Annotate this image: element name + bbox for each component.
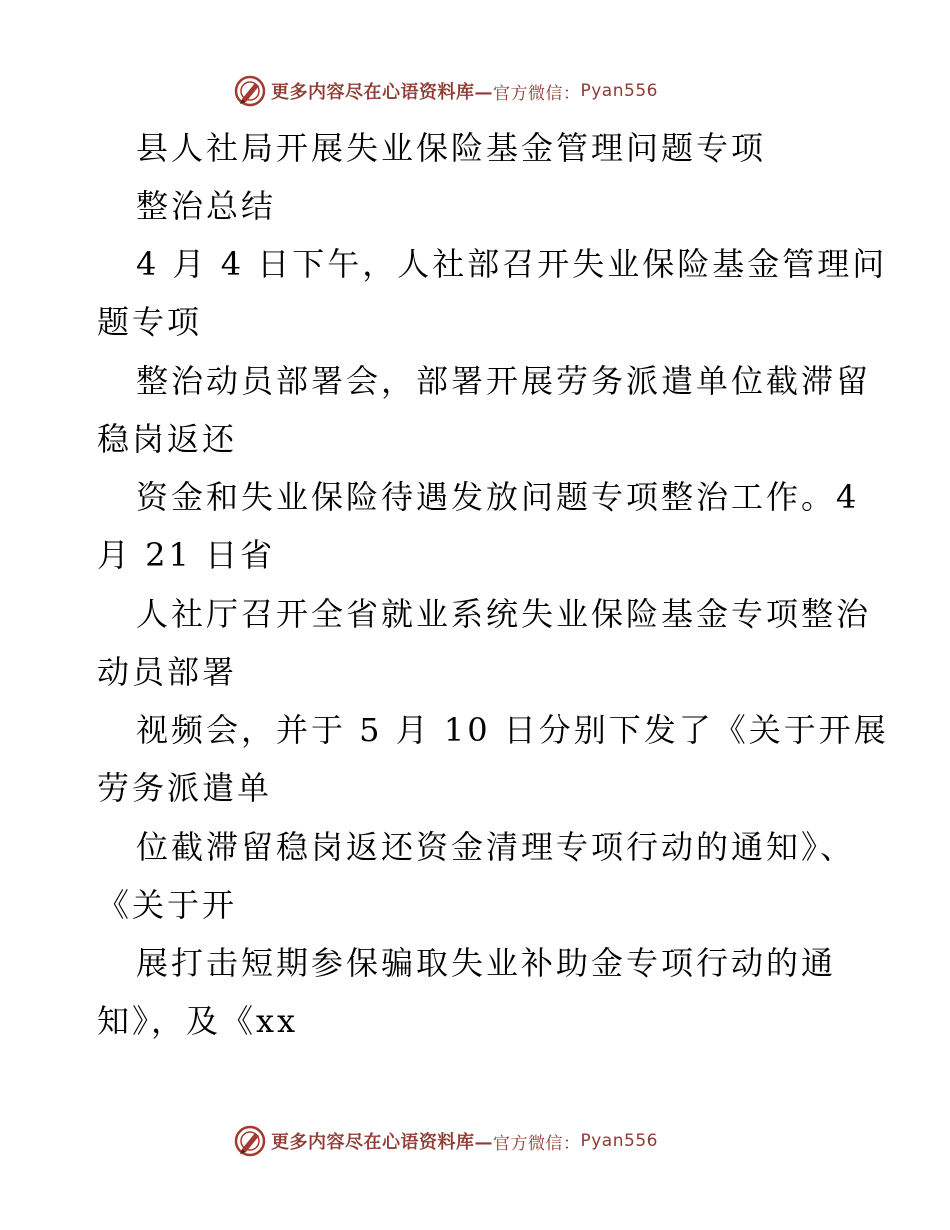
text-line: 位截滞留稳岗返还资金清理专项行动的通知》、 (136, 828, 856, 866)
banner-text: 更多内容尽在心语资料库— (271, 1132, 493, 1153)
pen-logo-icon (233, 74, 267, 108)
banner-wechat-label: 官方微信： (493, 1133, 581, 1154)
text-line: 4 月 4 日下午，人社部召开失业保险基金管理问 (136, 245, 888, 283)
banner-wechat-id: Pyan556 (580, 1131, 658, 1151)
text-line: 知》，及《xx (97, 1002, 299, 1040)
text-line: 稳岗返还 (97, 420, 238, 458)
banner-text: 更多内容尽在心语资料库— (271, 82, 493, 103)
text-line: 展打击短期参保骗取失业补助金专项行动的通 (136, 944, 837, 982)
text-line: 月 21 日省 (97, 536, 276, 574)
text-line: 资金和失业保险待遇发放问题专项整治工作。4 (136, 478, 860, 516)
banner-wechat-label: 官方微信： (493, 83, 581, 104)
banner-wechat-id: Pyan556 (580, 81, 658, 101)
text-line: 人社厅召开全省就业系统失业保险基金专项整治 (136, 595, 872, 633)
pen-logo-icon (233, 1124, 267, 1158)
text-line: 《关于开 (97, 886, 238, 924)
text-line: 劳务派遣单 (97, 769, 273, 807)
title-line-1: 县人社局开展失业保险基金管理问题专项 (136, 129, 767, 167)
text-line: 整治动员部署会，部署开展劳务派遣单位截滞留 (136, 362, 872, 400)
footer-banner (233, 1124, 713, 1158)
text-line: 动员部署 (97, 653, 238, 691)
header-banner (233, 74, 713, 108)
text-line: 题专项 (97, 303, 203, 341)
title-line-2: 整治总结 (136, 187, 277, 225)
text-line: 视频会，并于 5 月 10 日分别下发了《关于开展 (136, 711, 889, 749)
